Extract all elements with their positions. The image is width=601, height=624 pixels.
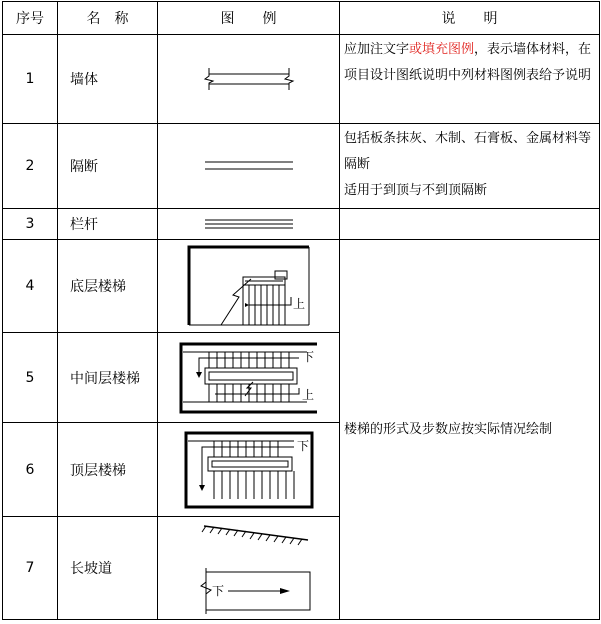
- row-number: 3: [3, 209, 58, 240]
- ramp-down-label: 下: [211, 584, 224, 598]
- stair-up-label: 上: [301, 387, 314, 402]
- wall-legend-figure: [158, 35, 340, 124]
- stair-down-label: 下: [296, 438, 309, 453]
- top-stair-legend-figure: [158, 423, 340, 517]
- row-name: 隔断: [58, 124, 158, 209]
- top-stair-icon: [184, 429, 314, 511]
- railing-legend-figure: [158, 209, 340, 240]
- railing-symbol-icon: [199, 217, 299, 231]
- stairs-note: [340, 240, 600, 620]
- row-note: [340, 124, 600, 209]
- header-row: [3, 2, 600, 35]
- ramp-icon: [184, 520, 314, 616]
- header-note: 说 明: [340, 2, 600, 35]
- table-row: [3, 209, 600, 240]
- partition-symbol-icon: [199, 158, 299, 174]
- row-name: 墙体: [58, 35, 158, 124]
- ramp-legend-figure: [158, 517, 340, 620]
- partition-legend-figure: [158, 124, 340, 209]
- middle-stair-icon: [179, 340, 319, 416]
- row-name: 顶层楼梯: [58, 423, 158, 517]
- header-seq: 序号: [3, 2, 58, 35]
- row-number: 6: [3, 423, 58, 517]
- table-row: [3, 240, 600, 333]
- ground-stair-icon: [187, 245, 311, 327]
- table-row: [3, 35, 600, 124]
- note-text: 应加注文字: [344, 42, 410, 57]
- middle-stair-legend-figure: [158, 333, 340, 423]
- legend-table: [2, 1, 600, 620]
- header-legend: 图 例: [158, 2, 340, 35]
- row-note: [340, 35, 600, 124]
- row-name: 长坡道: [58, 517, 158, 620]
- stairs-note-text: 楼梯的形式及步数应按实际情况绘制: [344, 421, 553, 437]
- wall-symbol-icon: [199, 66, 299, 92]
- row-number: 7: [3, 517, 58, 620]
- row-number: 1: [3, 35, 58, 124]
- stair-down-label: 下: [301, 349, 314, 364]
- row-number: 4: [3, 240, 58, 333]
- stair-up-label: 上: [292, 297, 305, 311]
- row-name: 底层楼梯: [58, 240, 158, 333]
- row-name: 栏杆: [58, 209, 158, 240]
- ground-stair-legend-figure: [158, 240, 340, 333]
- table-row: [3, 124, 600, 209]
- row-name: 中间层楼梯: [58, 333, 158, 423]
- row-number: 5: [3, 333, 58, 423]
- note-text: ，表示墙体材料，在项目设计图纸说明中列材料图例表给予说明: [344, 42, 592, 83]
- header-name: 名 称: [58, 2, 158, 35]
- note-line: 包括板条抹灰、木制、石膏板、金属材料等隔断: [344, 131, 592, 172]
- note-line: 适用于到顶与不到顶隔断: [344, 183, 488, 198]
- note-highlight: 或填充图例: [409, 42, 475, 57]
- row-note-empty: [340, 209, 600, 240]
- row-number: 2: [3, 124, 58, 209]
